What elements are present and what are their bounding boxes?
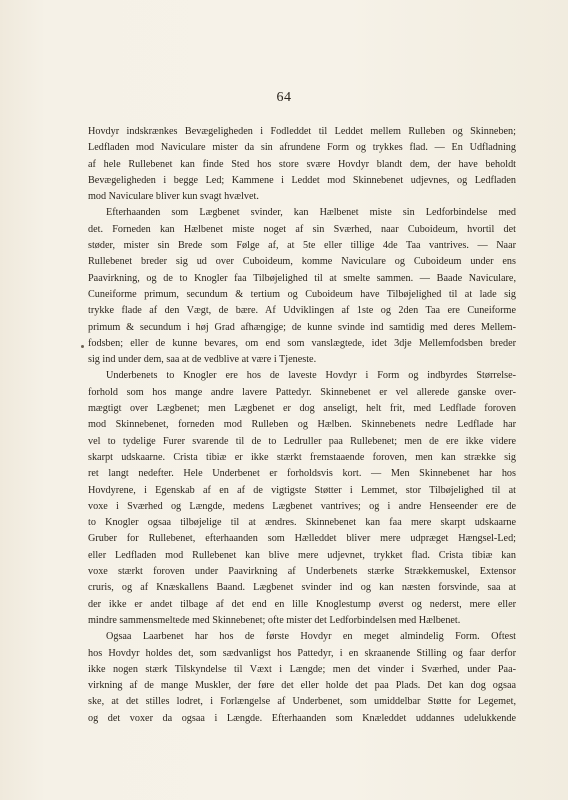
page-number: 64 <box>276 90 292 105</box>
text-line: støder, mister sin Brede som Følge af, at 5te eller tillige 4de Taa vantrives. — Naar <box>88 240 516 252</box>
text-line: Ogsaa Laarbenet har hos de første Hovdyr en meget almindelig Form. Oftest <box>106 631 516 643</box>
text-line: mod Skinnebenet, forneden mod Rulleben og Hælben. Skinnebenets nedre Ledflade har <box>88 419 516 431</box>
text-line: to Knogler ogsaa tilbøjelige til at ændres. Skinnebenet kan faa mere skarpt udskaarne <box>88 517 516 529</box>
text-line: vel to tydelige Furer svarende til de to Ledruller paa Rullebenet; men de ere ikke videre <box>88 435 516 447</box>
text-line: primum & secundum i høj Grad afhængige; de kunne svinde ind samtidig med deres Mellem- <box>88 321 516 333</box>
text-line: mod Naviculare bliver kun svagt hvælvet. <box>88 191 259 203</box>
text-line: Rullebenet breder sig ud over Cuboideum, komme Naviculare og Cuboideum under ens <box>88 256 516 268</box>
text-line: Bevægeligheden i begge Led; Kammene i Leddet mod Skinnebenet udjevnes, og Ledfladen <box>88 174 516 186</box>
text-line: mægtigt over Lægbenet; men Lægbenet er dog anseligt, helt frit, med Ledflade foroven <box>88 403 516 415</box>
text-line: Hovdyrene, i Egenskab af en af de vigtigste Støtter i Lemmet, stor Tilbøjelighed til at <box>88 484 516 496</box>
text-line: Efterhaanden som Lægbenet svinder, kan Hælbenet miste sin Ledforbindelse med <box>106 207 516 219</box>
text-line: voxe stærkt foroven under Paavirkning af Underbenets stærke Strækkemuskel, Extensor <box>88 566 516 578</box>
text-line: af hele Rullebenet kan finde Sted hos store svære Hovdyr blandt dem, der have beholdt <box>88 158 516 170</box>
text-line: Cuneiforme primum, secundum & tertium og Cuboideum have Tilbøjelighed til at lade sig <box>88 288 516 300</box>
text-line: Underbenets to Knogler ere hos de laveste Hovdyr i Form og indbyrdes Størrelse- <box>106 370 516 382</box>
text-line: virkning af de mange Muskler, der føre det eller holde det paa Plads. Det kan dog ogsaa <box>88 680 516 692</box>
text-line: Gruber for Rullebenet, efterhaanden som Hælleddet bliver mere udpræget Hængsel-Led; <box>88 533 516 545</box>
text-line: Hovdyr indskrænkes Bevægeligheden i Fodleddet til Leddet mellem Rulleben og Skinneben; <box>88 126 516 137</box>
text-line: der ikke er andet tilbage af det end en lille Knoglestump øverst og nederst, mere eller <box>88 598 516 610</box>
text-line: hos Hovdyr holdes det, som sædvanligst hos Pattedyr, i en skraanende Stilling og faar derfor <box>88 647 516 659</box>
text-line: sig ind under dem, saa at de vedblive at være i Tjeneste. <box>88 354 317 366</box>
text-line: skarpt udskaarne. Crista tibiæ er ikke stærkt fremstaaende foroven, men kan strække sig <box>88 451 516 463</box>
text-line: ikke nogen stærk Tilskyndelse til Væxt i Længde; men det vinder i Sværhed, under Paa- <box>88 663 516 675</box>
margin-mark <box>81 345 84 348</box>
text-line: Ledfladen mod Naviculare mister da sin afrundene Form og trykkes flad. — En Udfladning <box>88 142 516 154</box>
text-line: ske, at det stilles lodret, i Forlængelse af Underbenet, som umiddelbar Støtte for Legemet, <box>88 696 516 708</box>
text-line: ret langt nedefter. Hele Underbenet er forholdsvis kort. — Men Skinnebenet har hos <box>88 468 516 480</box>
text-line: eller Ledfladen mod Rullebenet kan blive mere udjevnet, trykket flad. Crista tibiæ kan <box>88 549 516 561</box>
text-line: trykke flade af den Vægt, de bære. Af Udviklingen af 1ste og 2den Taa ere Cuneiforme <box>88 305 516 317</box>
text-line: fodsben; eller de kunne bevares, om end som vanslægtede, idet 3dje Mellemfodsben breder <box>88 337 516 349</box>
text-line: og det voxer da ogsaa i Længde. Efterhaanden som Knæleddet uddannes udelukkende <box>88 712 516 724</box>
text-line: mindre sammensmeltede med Skinnebenet; ofte mister det Ledforbindelsen med Hælbenet. <box>88 614 461 626</box>
text-line: Paavirkning, og de to Knogler faa Tilbøjelighed til at smelte sammen. — Baade Naviculare, <box>88 272 516 284</box>
body-text <box>88 124 516 727</box>
text-line: voxe i Sværhed og Længde, medens Lægbenet vantrives; og i andre Henseender ere de <box>88 500 516 512</box>
text-line: det. Forneden kan Hælbenet miste noget af sin Sværhed, naar Cuboideum, hvortil det <box>88 223 516 235</box>
text-line: forhold som hos mange andre lavere Pattedyr. Skinnebenet er vel allerede ganske over- <box>88 386 516 398</box>
text-line: cruris, og af Knæskallens Baand. Lægbenet svinder ind og kan næsten forsvinde, saa at <box>88 582 516 594</box>
